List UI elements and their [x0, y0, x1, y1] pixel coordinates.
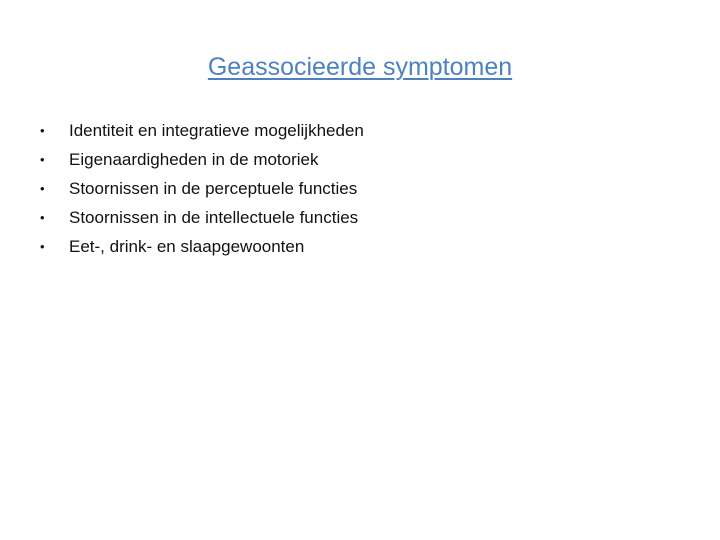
bullet-text: Eigenaardigheden in de motoriek: [69, 150, 319, 169]
bullet-dot-icon: •: [40, 239, 45, 254]
bullet-item: [40, 232, 680, 261]
bullet-dot-icon: •: [40, 152, 45, 167]
bullet-item: [40, 145, 680, 174]
bullet-text: Stoornissen in de intellectuele functies: [69, 208, 359, 227]
slide-title: Geassocieerde symptomen: [207, 53, 513, 81]
bullet-text: Identiteit en integratieve mogelijkheden: [69, 121, 364, 140]
bullet-dot-icon: •: [40, 210, 45, 225]
bullet-item: [40, 116, 680, 145]
bullet-dot-icon: •: [40, 181, 45, 196]
bullet-item: [40, 203, 680, 232]
bullet-text: Stoornissen in de perceptuele functies: [69, 179, 358, 198]
bullet-item: [40, 174, 680, 203]
bullet-list: [40, 116, 680, 261]
bullet-text: Eet-, drink- en slaapgewoonten: [69, 237, 305, 256]
bullet-dot-icon: •: [40, 123, 45, 138]
